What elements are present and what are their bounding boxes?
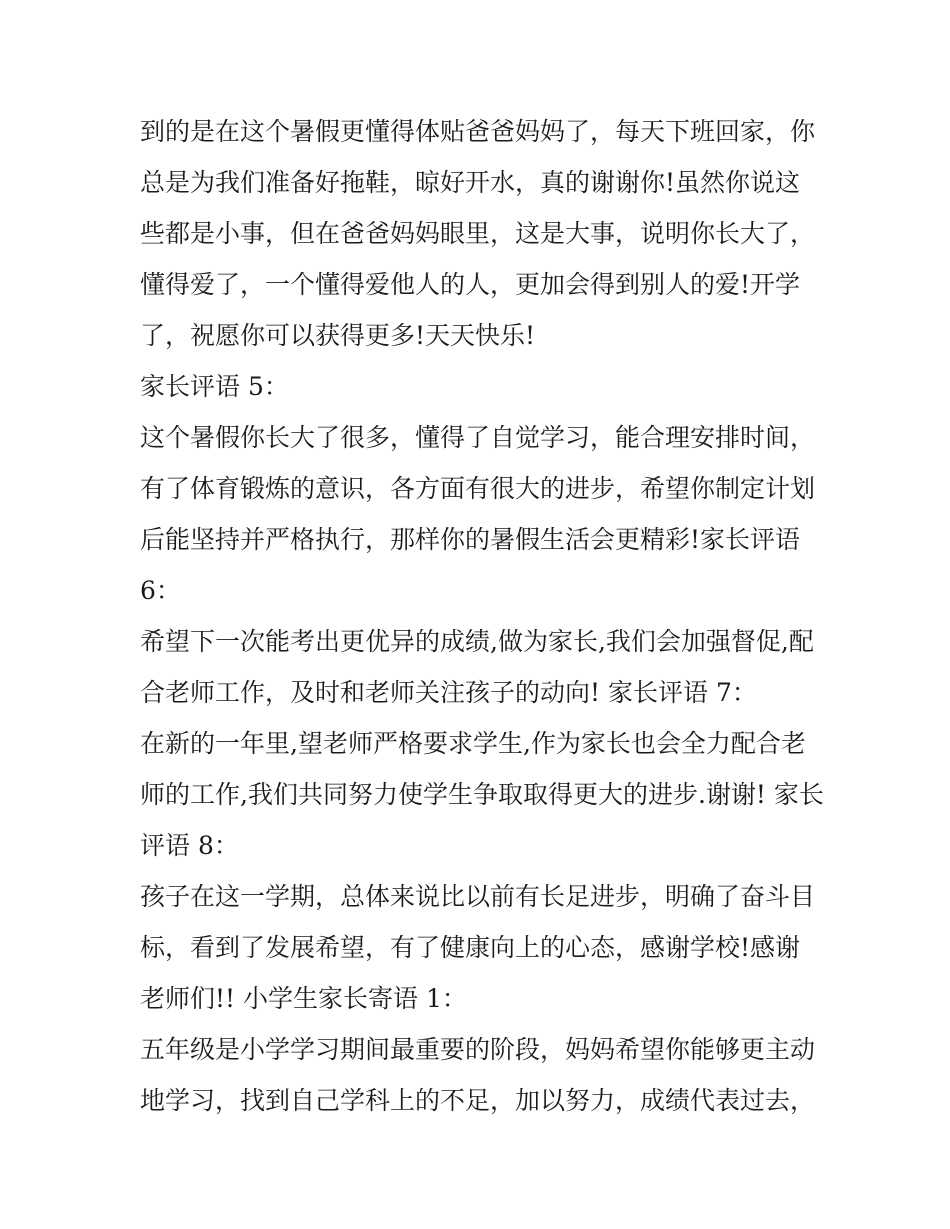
text-line: 五年级是小学学习期间最重要的阶段，妈妈希望你能够更主动 [140,1035,816,1064]
text-line: 地学习，找到自己学科上的不足，加以努力，成绩代表过去， [140,1086,816,1115]
text-line: 有了体育锻炼的意识，各方面有很大的进步，希望你制定计划 [140,474,816,503]
text-line: 师的工作,我们共同努力使学生争取取得更大的进步.谢谢! 家长 [140,780,824,809]
text-line: 老师们!! 小学生家长寄语 1： [140,984,467,1013]
text-line: 孩子在这一学期，总体来说比以前有长足进步，明确了奋斗目 [140,882,816,911]
text-line: 希望下一次能考出更优异的成绩,做为家长,我们会加强督促,配 [140,627,814,656]
document-text-body [140,106,840,1126]
text-line: 标，看到了发展希望，有了健康向上的心态，感谢学校!感谢 [140,933,801,962]
text-line: 合老师工作，及时和老师关注孩子的动向! 家长评语 7： [140,678,757,707]
text-line: 懂得爱了，一个懂得爱他人的人，更加会得到别人的爱!开学 [140,270,801,299]
text-line: 6： [140,576,181,605]
text-line: 后能坚持并严格执行，那样你的暑假生活会更精彩!家长评语 [140,525,801,554]
text-line: 到的是在这个暑假更懂得体贴爸爸妈妈了，每天下班回家，你 [140,117,816,146]
text-line: 些都是小事，但在爸爸妈妈眼里，这是大事，说明你长大了， [140,219,816,248]
text-line: 总是为我们准备好拖鞋，晾好开水，真的谢谢你!虽然你说这 [140,168,801,197]
text-line: 在新的一年里,望老师严格要求学生,作为家长也会全力配合老 [140,729,806,758]
text-line: 这个暑假你长大了很多，懂得了自觉学习，能合理安排时间， [140,423,816,452]
text-line: 评语 8： [140,831,239,860]
text-line: 了，祝愿你可以获得更多!天天快乐! [140,321,536,350]
section-heading: 家长评语 5： [140,372,289,401]
